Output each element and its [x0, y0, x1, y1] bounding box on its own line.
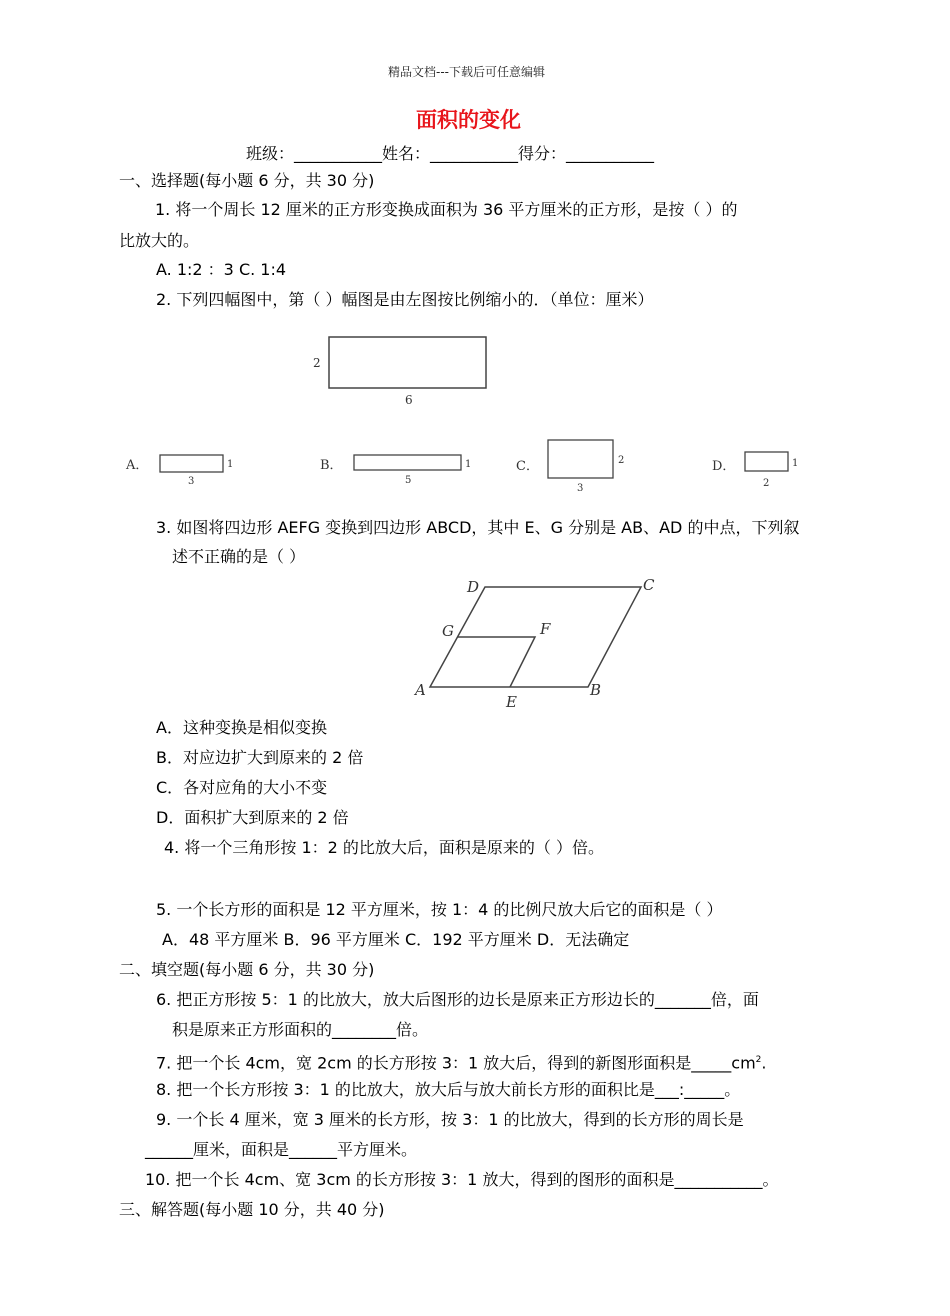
label-e: E: [506, 693, 517, 711]
class-field[interactable]: 班级：___________: [246, 144, 383, 163]
label-c: C: [643, 576, 655, 594]
q3-line1: 3. 如图将四边形 AEFG 变换到四边形 ABCD，其中 E、G 分别是 AB、AD 的中点，下列叙: [156, 518, 800, 537]
q3-option-a: A．这种变换是相似变换: [156, 718, 327, 737]
q9-line1: 9. 一个长 4 厘米，宽 3 厘米的长方形，按 3：1 的比放大，得到的长方形的周长是: [156, 1110, 744, 1129]
option-a-height: 1: [227, 459, 234, 470]
option-d-rectangle: [745, 452, 788, 471]
option-a-label: A．: [126, 458, 149, 473]
option-c-height: 2: [618, 455, 625, 466]
q8-text: 8. 把一个长方形按 3：1 的比放大，放大后与放大前长方形的面积比是___:_____。: [156, 1080, 741, 1099]
option-b-width: 5: [405, 475, 412, 486]
q2-option-c: [512, 436, 642, 498]
q3-figure: [400, 570, 680, 715]
section2-heading: 二、填空题(每小题 6 分，共 30 分): [119, 960, 375, 979]
option-a-width: 3: [188, 476, 195, 487]
main-height-label: 2: [313, 356, 321, 370]
info-line: [246, 144, 654, 164]
label-d: D: [467, 578, 480, 596]
section1-heading: 一、选择题(每小题 6 分，共 30 分): [119, 171, 375, 190]
q7-body: 7. 把一个长 4cm，宽 2cm 的长方形按 3：1 放大后，得到的新图形面积是_____cm: [156, 1053, 756, 1073]
q5-options: A．48 平方厘米 B．96 平方厘米 C．192 平方厘米 D．无法确定: [162, 930, 630, 949]
q6-line2: 积是原来正方形面积的________倍。: [172, 1020, 429, 1039]
option-d-label: D．: [712, 459, 736, 474]
option-d-width: 2: [763, 478, 770, 489]
label-b: B: [590, 681, 602, 699]
q1-line1: 1. 将一个周长 12 厘米的正方形变换成面积为 36 平方厘米的正方形，是按（ ）的: [155, 200, 738, 219]
main-width-label: 6: [405, 393, 413, 407]
label-g: G: [442, 622, 454, 640]
option-c-rectangle: [548, 440, 613, 478]
q1-line2: 比放大的。: [119, 231, 200, 250]
q5-text: 5. 一个长方形的面积是 12 平方厘米，按 1：4 的比例尺放大后它的面积是（ ）: [156, 900, 723, 919]
option-b-height: 1: [465, 459, 472, 470]
page-header: 精品文档---下载后可任意编辑: [388, 65, 545, 79]
option-c-width: 3: [577, 483, 584, 494]
option-d-height: 1: [792, 458, 799, 469]
q2-option-b: [316, 436, 476, 488]
q3-option-d: D．面积扩大到原来的 2 倍: [156, 808, 349, 827]
q3-line2: 述不正确的是（ ）: [172, 547, 306, 566]
parallelogram-aefg: [457, 637, 535, 687]
q4-text: 4. 将一个三角形按 1：2 的比放大后，面积是原来的（ ）倍。: [164, 838, 604, 857]
name-field[interactable]: 姓名：___________: [382, 144, 519, 163]
page-title: 面积的变化: [416, 107, 521, 132]
main-rectangle: [329, 337, 486, 388]
q7-end: .: [761, 1053, 767, 1073]
label-f: F: [540, 620, 551, 638]
option-a-rectangle: [160, 455, 223, 472]
q9-line2: ______厘米，面积是______平方厘米。: [145, 1140, 418, 1159]
q10-text: 10. 把一个长 4cm、宽 3cm 的长方形按 3：1 放大，得到的图形的面积是___________。: [145, 1170, 779, 1189]
section3-heading: 三、解答题(每小题 10 分，共 40 分): [119, 1200, 385, 1219]
option-b-label: B．: [320, 458, 343, 473]
q3-option-c: C．各对应角的大小不变: [156, 778, 328, 797]
q7-text: [156, 1050, 766, 1073]
q2-option-a: [120, 436, 260, 488]
q6-line1: 6. 把正方形按 5：1 的比放大，放大后图形的边长是原来正方形边长的_______倍，面: [156, 990, 759, 1009]
q3-option-b: B．对应边扩大到原来的 2 倍: [156, 748, 364, 767]
q2-option-d: [708, 436, 808, 490]
q1-options: A. 1:2 ：3 C. 1:4: [156, 260, 287, 279]
score-field[interactable]: 得分：___________: [518, 144, 655, 163]
label-a: A: [415, 681, 426, 699]
q7-superscript: 2: [755, 1055, 762, 1065]
q2-main-figure: [300, 330, 500, 412]
option-b-rectangle: [354, 455, 461, 470]
option-c-label: C．: [516, 459, 539, 474]
q2-text: 2. 下列四幅图中，第（ ）幅图是由左图按比例缩小的．（单位：厘米）: [156, 290, 654, 309]
